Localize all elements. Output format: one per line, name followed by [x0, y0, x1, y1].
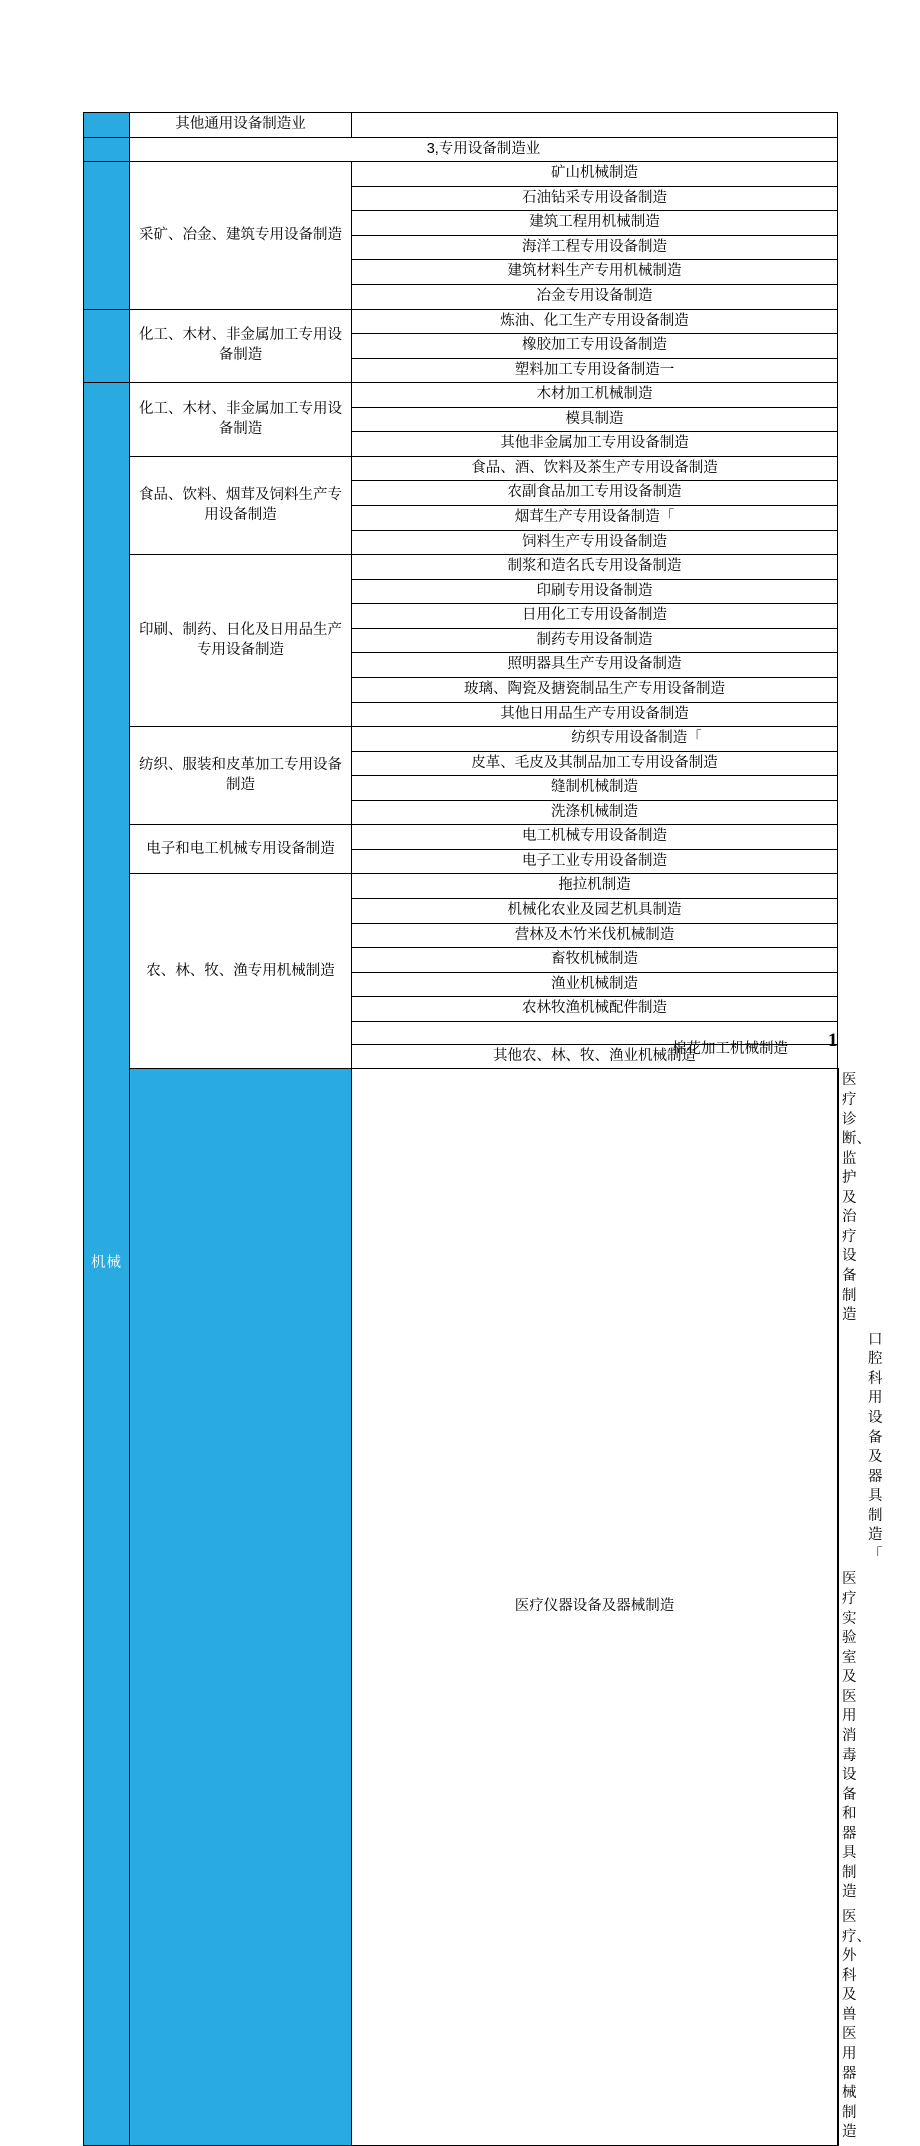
- item-label-empty: [352, 113, 838, 138]
- group-label: 化工、木材、非金属加工专用设备制造: [130, 309, 352, 383]
- table-row: [84, 825, 839, 850]
- group-label: 采矿、冶金、建筑专用设备制造: [130, 162, 352, 309]
- group-label: 电子和电工机械专用设备制造: [130, 825, 352, 874]
- item-label: 渔业机械制造: [352, 972, 838, 997]
- item-label: 炼油、化工生产专用设备制造: [352, 309, 838, 334]
- category-color-bar: [84, 137, 130, 162]
- group-label: 化工、木材、非金属加工专用设备制造: [130, 383, 352, 457]
- item-label: [838, 1328, 883, 1568]
- item-label: 塑料加工专用设备制造一: [352, 358, 838, 383]
- group-label: 医疗仪器设备及器械制造: [352, 1069, 838, 2145]
- group-label: 食品、饮料、烟茸及饲料生产专用设备制造: [130, 456, 352, 554]
- item-label: 其他非金属加工专用设备制造: [352, 432, 838, 457]
- item-label: 皮革、毛皮及其制品加工专用设备制造: [352, 751, 838, 776]
- item-label: 玻璃、陶瓷及搪瓷制品生产专用设备制造: [352, 677, 838, 702]
- item-label: 建筑工程用机械制造: [352, 211, 838, 236]
- item-label: 畜牧机械制造: [352, 948, 838, 973]
- item-label: 印刷专用设备制造: [352, 579, 838, 604]
- item-label-text: 口腔科用设备及器具制造「: [868, 1331, 883, 1563]
- item-label: 营林及木竹米伐机械制造: [352, 923, 838, 948]
- item-label: 矿山机械制造: [352, 162, 838, 187]
- table: [83, 112, 883, 2146]
- industry-classification-table: [83, 112, 883, 2146]
- item-label: 照明器具生产专用设备制造: [352, 653, 838, 678]
- item-label: 农林牧渔机械配件制造: [352, 997, 838, 1022]
- item-label: 石油钻采专用设备制造: [352, 186, 838, 211]
- item-label: 电工机械专用设备制造: [352, 825, 838, 850]
- group-label: 农、林、牧、渔专用机械制造: [130, 874, 352, 1069]
- group-label: 印刷、制药、日化及日用品生产专用设备制造: [130, 555, 352, 727]
- category-color-bar: [84, 162, 130, 309]
- item-label: 饲料生产专用设备制造: [352, 530, 838, 555]
- stray-annotation: 棉花加工机械制造: [672, 1041, 788, 1057]
- item-label: [352, 727, 838, 752]
- item-label: 冶金专用设备制造: [352, 284, 838, 309]
- item-label: 制药专用设备制造: [352, 628, 838, 653]
- table-row: [84, 874, 839, 899]
- category-label-mechanical: 机械: [84, 383, 130, 2146]
- item-label: 医疗实验室及医用消毒设备和器具制造: [838, 1568, 839, 1906]
- table-row: [84, 1069, 839, 1328]
- table-row: [84, 162, 839, 187]
- page-number: 1: [828, 1030, 838, 1051]
- group-label: 其他通用设备制造业: [130, 113, 352, 138]
- item-label: 木材加工机械制造: [352, 383, 838, 408]
- item-label: 洗涤机械制造: [352, 800, 838, 825]
- table-row: [84, 309, 839, 334]
- item-label: 橡胶加工专用设备制造: [352, 334, 838, 359]
- table-row: [84, 137, 839, 162]
- table-body: [84, 113, 883, 2146]
- item-label: 其他日用品生产专用设备制造: [352, 702, 838, 727]
- item-label: 制浆和造名氏专用设备制造: [352, 555, 838, 580]
- table-row: [84, 456, 839, 481]
- category-color-bar: [130, 1069, 352, 2145]
- item-label: 农副食品加工专用设备制造: [352, 481, 838, 506]
- item-label: 食品、酒、饮料及茶生产专用设备制造: [352, 456, 838, 481]
- item-label: 海洋工程专用设备制造: [352, 235, 838, 260]
- table-row: [84, 555, 839, 580]
- item-label: 医疗诊断、监护及治疗设备制造: [838, 1069, 839, 1328]
- category-color-bar: [84, 309, 130, 383]
- table-row: [84, 113, 839, 138]
- table-row: [84, 383, 839, 408]
- item-label: 其他农、林、牧、渔业机械制造: [352, 1044, 838, 1069]
- item-label: 缝制机械制造: [352, 776, 838, 801]
- item-label: 烟茸生产专用设备制造「: [352, 506, 838, 531]
- item-label: 建筑材料生产专用机械制造: [352, 260, 838, 285]
- item-label: 电子工业专用设备制造: [352, 849, 838, 874]
- item-label: 模具制造: [352, 407, 838, 432]
- table-row: [84, 727, 839, 752]
- item-label-text: 纺织专用设备制造「: [571, 730, 702, 747]
- category-color-bar: [84, 113, 130, 138]
- item-label: 医疗、外科及兽医用器械制造: [838, 1906, 839, 2146]
- item-label: 机械化农业及园艺机具制造: [352, 899, 838, 924]
- item-label: 日用化工专用设备制造: [352, 604, 838, 629]
- item-label: 拖拉机制造: [352, 874, 838, 899]
- section-header: 3,专用设备制造业: [130, 137, 838, 162]
- group-label: 纺织、服装和皮革加工专用设备制造: [130, 727, 352, 825]
